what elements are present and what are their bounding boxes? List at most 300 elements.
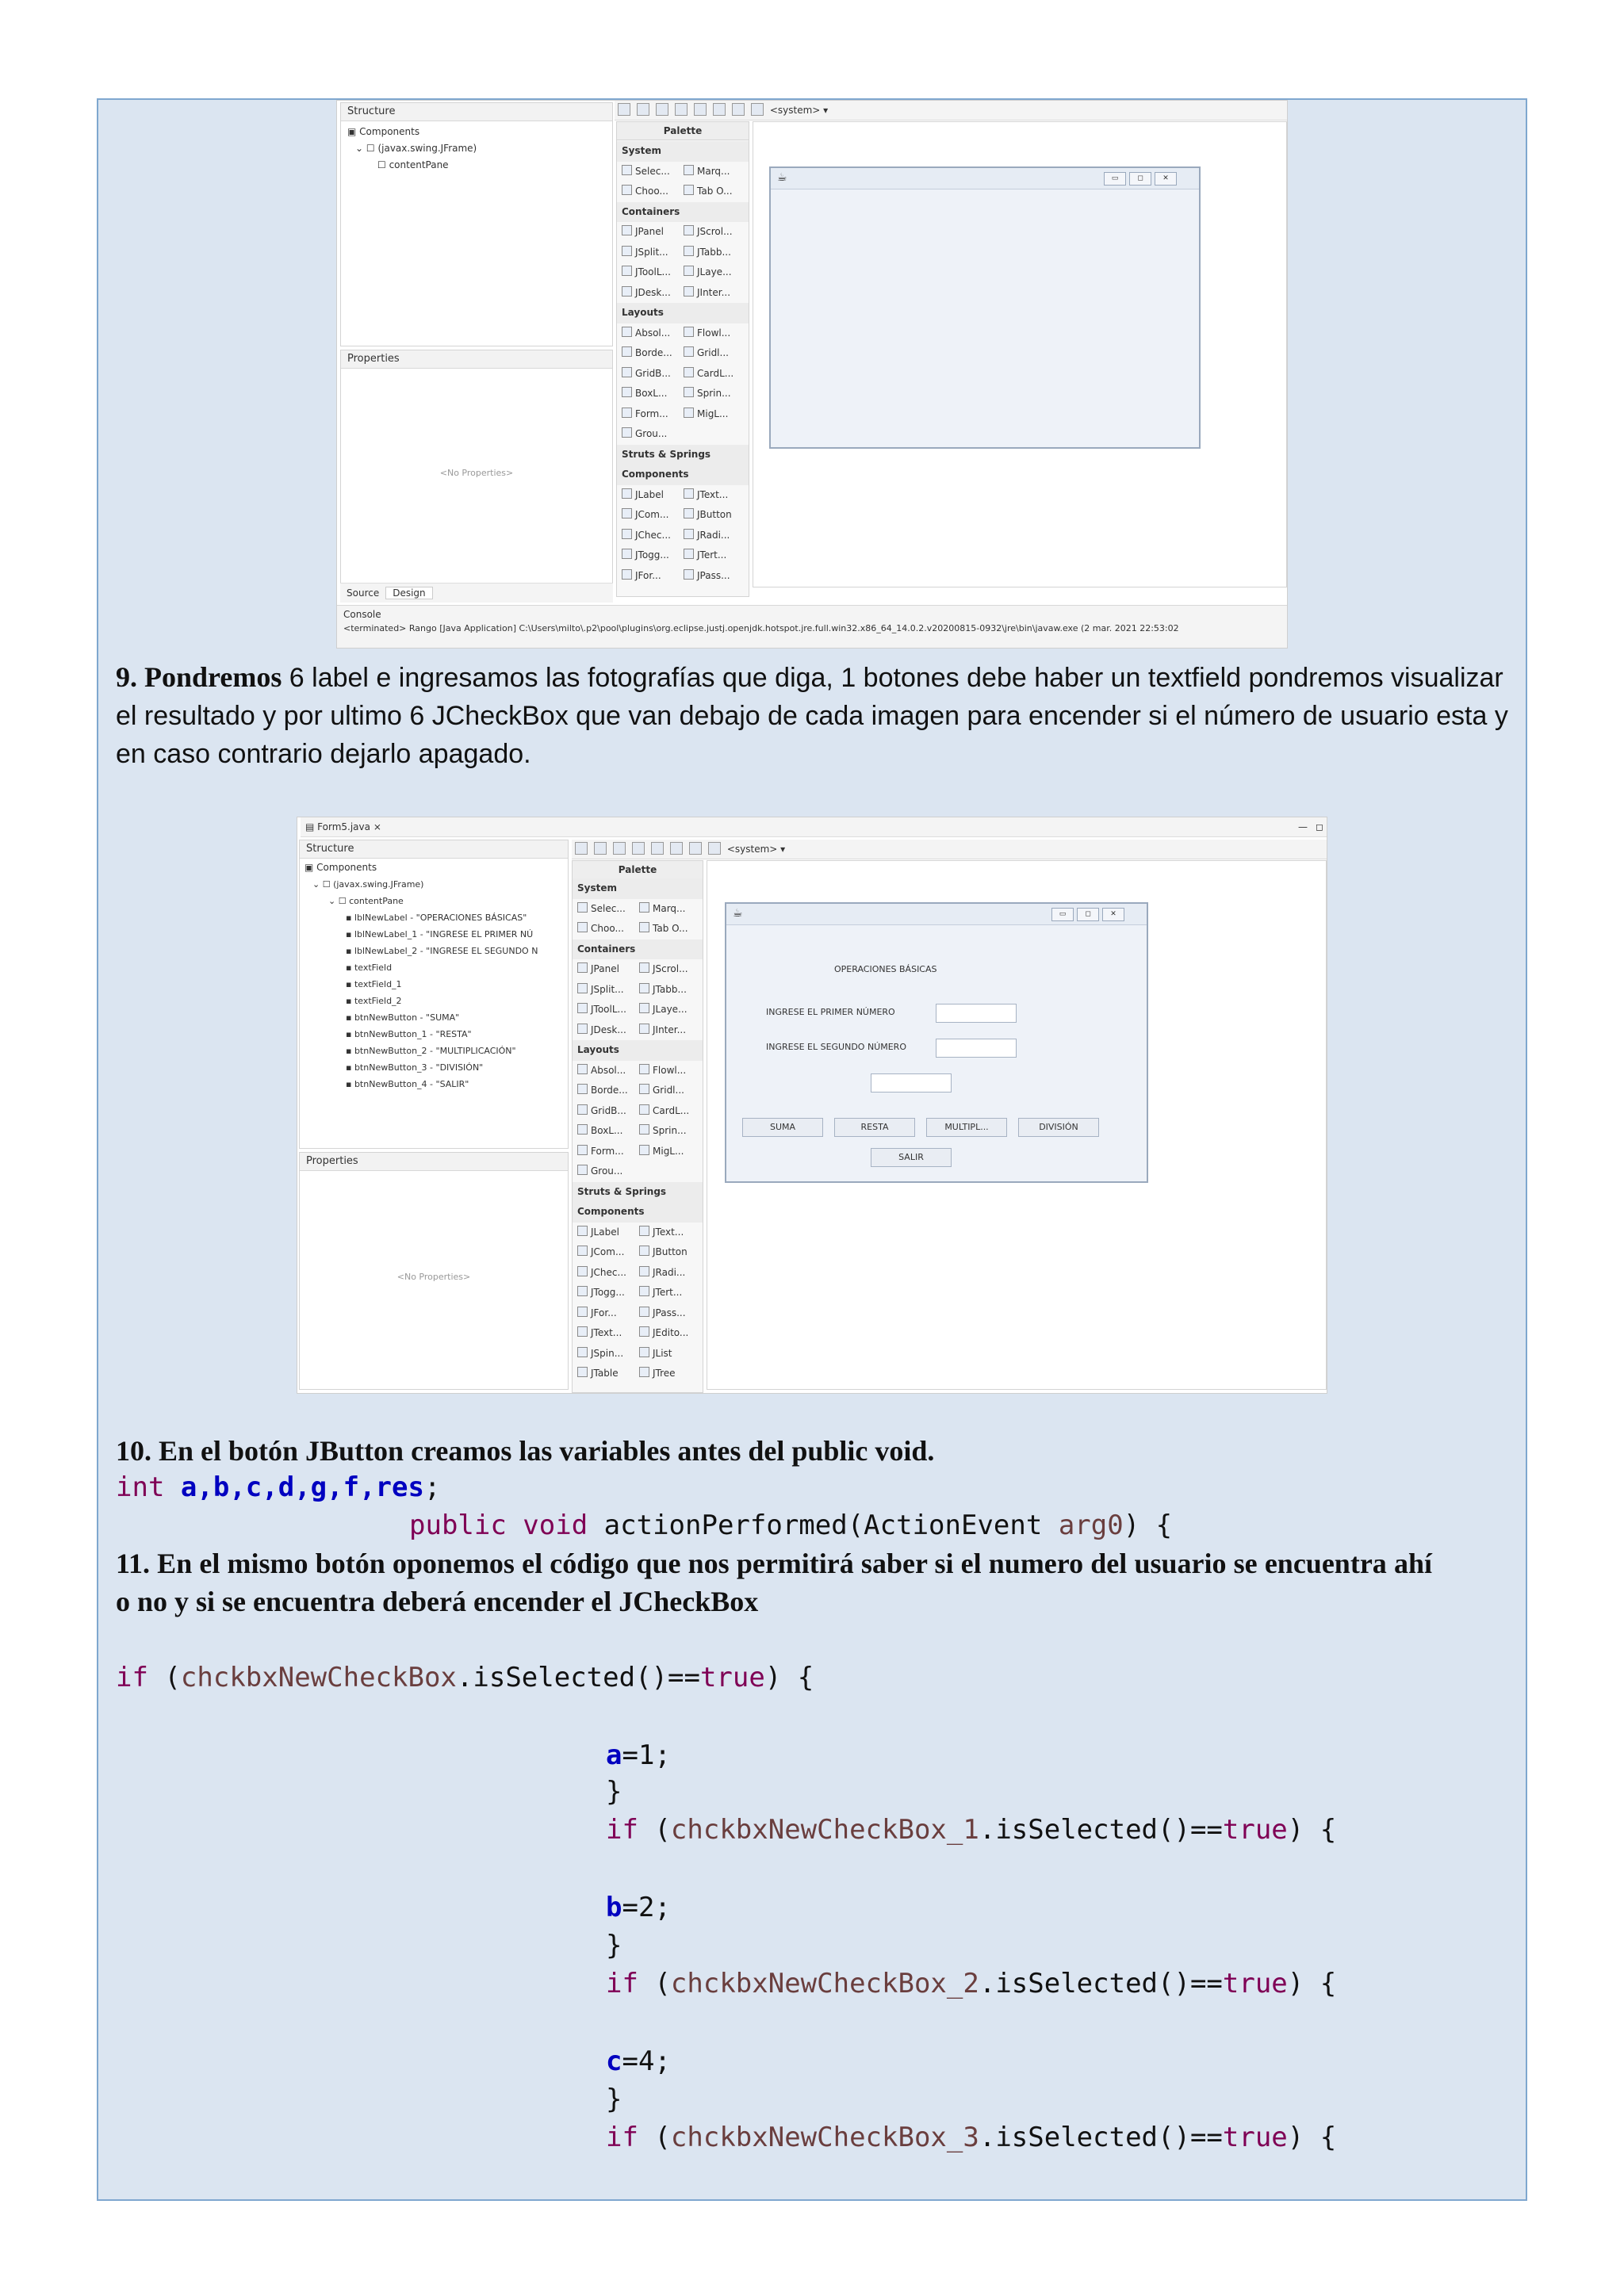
code-method-line: public void actionPerformed(ActionEvent arg0) { <box>409 1510 1173 1541</box>
palette-row[interactable] <box>573 1121 703 1142</box>
tree-item[interactable] <box>304 1009 538 1026</box>
palette-item-label: JChec... <box>591 1266 626 1278</box>
tree-item-label: textField_2 <box>354 996 402 1006</box>
tree-node-icon: ▪ <box>346 1062 354 1073</box>
component-icon <box>622 529 632 539</box>
palette-row[interactable] <box>573 1344 703 1364</box>
palette-item[interactable] <box>622 364 684 385</box>
component-icon <box>622 346 632 357</box>
minimize-view-icon[interactable]: — <box>1298 821 1308 832</box>
component-icon <box>684 286 694 297</box>
palette-item-label: JToolL... <box>635 266 671 277</box>
delete-icon[interactable] <box>713 103 726 116</box>
palette-group[interactable] <box>617 465 749 485</box>
source-tab[interactable]: Source <box>347 587 380 599</box>
gui-subtract-button[interactable]: RESTA <box>834 1118 915 1137</box>
palette-row[interactable] <box>573 1101 703 1122</box>
component-icon <box>639 962 649 973</box>
console-label[interactable]: Console <box>343 609 381 620</box>
palette-item[interactable] <box>622 566 684 587</box>
palette-item[interactable] <box>622 424 684 445</box>
palette-item[interactable] <box>622 404 684 425</box>
palette-item-label: JButton <box>653 1246 688 1257</box>
tree-item[interactable] <box>304 909 538 926</box>
palette-item[interactable] <box>577 1223 639 1243</box>
palette-item[interactable] <box>684 566 745 587</box>
palette-item[interactable] <box>639 1344 701 1364</box>
palette-item-label: Selec... <box>635 165 670 177</box>
tree-item-label: (javax.swing.JFrame) <box>333 879 424 890</box>
palette-row[interactable] <box>617 404 749 425</box>
component-icon <box>639 902 649 913</box>
structure-header: Structure <box>300 840 568 859</box>
palette-row[interactable] <box>617 384 749 404</box>
code-if-2: if (chckbxNewCheckBox_2.isSelected()==true) { <box>606 1968 1337 1999</box>
chevron-down-icon[interactable]: ▾ <box>780 844 786 855</box>
palette-item-label: JPass... <box>697 569 730 581</box>
design-tab[interactable]: Design <box>385 587 432 599</box>
tree-item-label: btnNewButton_2 - "MULTIPLICACIÓN" <box>354 1046 516 1056</box>
palette-row[interactable] <box>617 222 749 243</box>
palette-group[interactable] <box>617 141 749 162</box>
palette-row[interactable] <box>617 343 749 364</box>
palette-item[interactable] <box>684 243 745 263</box>
minimize-icon[interactable]: ▭ <box>1051 908 1074 921</box>
preview-icon[interactable] <box>732 103 745 116</box>
palette-item-label: JFor... <box>635 569 661 581</box>
java-icon: ☕ <box>777 171 787 184</box>
tree-item[interactable] <box>304 1059 538 1076</box>
palette-item-label: BoxL... <box>635 388 668 399</box>
properties-panel <box>340 350 613 587</box>
component-icon <box>577 1064 588 1074</box>
palette-item[interactable] <box>639 1364 701 1384</box>
palette-row[interactable] <box>573 1223 703 1243</box>
globe-icon[interactable] <box>708 842 721 855</box>
palette-item-label: GridB... <box>591 1104 626 1116</box>
palette-group[interactable] <box>617 303 749 323</box>
palette-item[interactable] <box>639 980 701 1001</box>
tree-item-label: contentPane <box>349 896 404 906</box>
palette-item-label: Tab O... <box>697 186 733 197</box>
code-if-1: if (chckbxNewCheckBox_1.isSelected()==true) { <box>606 1814 1337 1846</box>
palette-item[interactable] <box>577 1344 639 1364</box>
undo-icon[interactable] <box>618 103 630 116</box>
component-icon <box>622 488 632 499</box>
gui-first-number-field[interactable] <box>936 1004 1017 1023</box>
palette-item[interactable] <box>577 1283 639 1303</box>
form-file-icon: ▤ <box>305 821 315 832</box>
component-icon <box>622 549 632 559</box>
component-icon <box>577 1084 588 1094</box>
gui-result-field[interactable] <box>871 1073 952 1093</box>
palette-item-label: GridB... <box>635 367 671 379</box>
palette-item[interactable] <box>577 1000 639 1020</box>
palette-item[interactable] <box>639 919 701 939</box>
component-icon <box>622 569 632 580</box>
palette-row[interactable] <box>617 364 749 385</box>
component-icon <box>622 246 632 256</box>
palette-item[interactable] <box>577 1303 639 1324</box>
palette-row[interactable] <box>573 1161 703 1182</box>
palette-item-label: JText... <box>697 488 729 500</box>
palette-item[interactable] <box>577 1161 639 1182</box>
component-icon <box>684 246 694 256</box>
palette-item[interactable] <box>577 899 639 920</box>
palette-item-label: Absol... <box>635 327 671 339</box>
palette-item[interactable] <box>577 1061 639 1081</box>
palette-item[interactable] <box>639 1323 701 1344</box>
component-icon <box>639 1286 649 1296</box>
palette-item-label: Borde... <box>635 347 672 358</box>
tree-item[interactable] <box>304 976 538 993</box>
tree-item[interactable] <box>304 943 538 959</box>
palette-item[interactable] <box>684 364 745 385</box>
globe-icon[interactable] <box>751 103 764 116</box>
palette-row[interactable] <box>573 1242 703 1263</box>
tree-node-icon: ▪ <box>346 1046 354 1056</box>
code-close-brace-c: } <box>606 2084 622 2115</box>
palette-group[interactable] <box>573 939 703 960</box>
palette-item[interactable] <box>639 1000 701 1020</box>
source-design-tabs <box>340 583 613 603</box>
palette-item[interactable] <box>577 1121 639 1142</box>
gui-second-number-field[interactable] <box>936 1039 1017 1058</box>
palette-item[interactable] <box>684 262 745 283</box>
palette-row[interactable] <box>617 526 749 546</box>
tree-item[interactable]: ☐ contentPane <box>377 159 449 170</box>
maximize-icon[interactable]: ◻ <box>1129 172 1151 186</box>
palette-group-label: Layouts <box>622 307 664 318</box>
palette-item-label: Marq... <box>653 902 686 914</box>
redo-icon[interactable] <box>637 103 649 116</box>
component-icon <box>577 1367 588 1377</box>
tree-item[interactable] <box>304 1076 538 1093</box>
tree-item-label: btnNewButton_1 - "RESTA" <box>354 1029 472 1039</box>
tree-item-label: textField <box>354 962 393 973</box>
component-icon <box>684 367 694 377</box>
tree-node-icon: ▪ <box>346 946 354 956</box>
component-icon <box>577 1347 588 1357</box>
component-icon <box>684 327 694 337</box>
palette-item[interactable] <box>639 1142 701 1162</box>
palette-group[interactable] <box>617 202 749 223</box>
close-icon[interactable]: ✕ <box>1102 908 1124 921</box>
component-icon <box>622 508 632 519</box>
properties-header: Properties <box>341 350 612 369</box>
palette-item[interactable] <box>684 384 745 404</box>
palette-item[interactable] <box>622 182 684 202</box>
palette-row[interactable] <box>617 283 749 304</box>
design-canvas <box>753 121 1287 587</box>
palette-item[interactable] <box>622 283 684 304</box>
tree-item[interactable] <box>304 959 538 976</box>
minimize-icon[interactable]: ▭ <box>1104 172 1126 186</box>
redo-icon[interactable] <box>594 842 607 855</box>
gui-title-label: OPERACIONES BÁSICAS <box>834 964 937 974</box>
copy-icon[interactable] <box>675 103 688 116</box>
palette-item[interactable] <box>622 343 684 364</box>
palette-item-label: JInter... <box>697 286 731 298</box>
palette-item[interactable] <box>622 545 684 566</box>
palette-item[interactable] <box>577 1081 639 1101</box>
palette-item-label: JText... <box>653 1226 684 1238</box>
tree-node-icon: ▪ <box>346 1029 354 1039</box>
palette-row[interactable] <box>573 1263 703 1284</box>
palette-group[interactable] <box>573 1182 703 1203</box>
paste-icon[interactable] <box>694 103 707 116</box>
palette-item-label: JScrol... <box>653 963 688 974</box>
palette-row[interactable] <box>617 566 749 587</box>
palette-item[interactable] <box>577 959 639 980</box>
palette-item[interactable] <box>639 1223 701 1243</box>
gui-sum-button[interactable]: SUMA <box>742 1118 823 1137</box>
palette-row[interactable] <box>573 1303 703 1324</box>
palette-item-label: JList <box>653 1347 672 1359</box>
tree-item[interactable] <box>304 1026 538 1043</box>
palette-item-label: JDesk... <box>635 286 671 298</box>
palette-item[interactable] <box>684 505 745 526</box>
jframe-preview[interactable] <box>769 166 1201 449</box>
palette-item-label: JText... <box>591 1327 622 1338</box>
palette-item[interactable] <box>622 162 684 182</box>
palette-item[interactable] <box>577 1142 639 1162</box>
palette-item[interactable] <box>639 1242 701 1263</box>
palette-item[interactable] <box>577 1263 639 1284</box>
palette-item[interactable] <box>639 1020 701 1041</box>
chevron-down-icon[interactable]: ▾ <box>823 105 829 116</box>
palette-row[interactable] <box>573 899 703 920</box>
component-icon <box>622 165 632 175</box>
paste-icon[interactable] <box>651 842 664 855</box>
component-icon <box>639 1226 649 1236</box>
system-combo[interactable]: <system> <box>769 105 821 116</box>
palette-item-label: JToolL... <box>591 1004 626 1015</box>
gui-exit-button[interactable]: SALIR <box>871 1148 952 1167</box>
palette-item-label: JSpin... <box>591 1347 624 1359</box>
undo-icon[interactable] <box>575 842 588 855</box>
palette-row[interactable] <box>573 1061 703 1081</box>
component-icon <box>622 408 632 418</box>
palette-row[interactable] <box>573 980 703 1001</box>
palette-row[interactable] <box>617 485 749 506</box>
console-panel <box>337 605 1287 649</box>
component-icon <box>684 569 694 580</box>
console-line: <terminated> Rango [Java Application] C:\Users\milto\.p2\pool\plugins\org.eclipse.justj.openjdk.hotspot.jre.full.win32.x86_64_14.0.2.v20200815-0932\jre\bin\javaw.exe (2 mar. 2021 22:53:02 <box>343 623 1179 633</box>
palette-row[interactable] <box>573 1000 703 1020</box>
component-icon <box>622 367 632 377</box>
palette-item-label: JPanel <box>635 226 664 237</box>
palette-item[interactable] <box>577 1020 639 1041</box>
component-icon <box>684 266 694 276</box>
component-icon <box>639 1347 649 1357</box>
palette-item[interactable] <box>684 222 745 243</box>
palette-item[interactable] <box>639 1061 701 1081</box>
palette-row[interactable] <box>617 182 749 202</box>
palette-item-label: JButton <box>697 509 732 520</box>
maximize-icon[interactable]: ◻ <box>1077 908 1099 921</box>
palette-group-label: Containers <box>577 943 636 955</box>
jframe-preview[interactable] <box>725 902 1148 1183</box>
tree-item[interactable] <box>304 893 538 909</box>
maximize-view-icon[interactable]: ◻ <box>1316 821 1323 832</box>
palette-row[interactable] <box>617 262 749 283</box>
palette-item[interactable] <box>684 526 745 546</box>
palette-item[interactable] <box>577 1101 639 1122</box>
palette-row[interactable] <box>573 1323 703 1344</box>
palette-group[interactable] <box>573 878 703 899</box>
palette-item-label: JTert... <box>653 1287 683 1298</box>
component-icon <box>577 902 588 913</box>
palette-item[interactable] <box>622 505 684 526</box>
palette-item[interactable] <box>639 1121 701 1142</box>
components-icon: ▣ <box>347 126 357 137</box>
close-icon[interactable]: ✕ <box>1155 172 1177 186</box>
palette-item-label: Marq... <box>697 165 730 177</box>
component-icon <box>639 1124 649 1135</box>
palette-row[interactable] <box>617 162 749 182</box>
palette-row[interactable] <box>617 545 749 566</box>
palette-item-label: MigL... <box>697 408 729 419</box>
component-icon <box>639 1064 649 1074</box>
palette-row[interactable] <box>573 1142 703 1162</box>
palette-group[interactable] <box>617 445 749 465</box>
palette-item[interactable] <box>684 485 745 506</box>
component-icon <box>577 922 588 932</box>
eclipse-screenshot-1 <box>336 100 1288 649</box>
gui-multiply-button[interactable]: MULTIPL... <box>926 1118 1007 1137</box>
palette-row[interactable] <box>573 1081 703 1101</box>
palette-item[interactable] <box>622 323 684 344</box>
tree-item[interactable] <box>304 1043 538 1059</box>
component-icon <box>684 346 694 357</box>
tree-item[interactable]: ⌄ ☐ (javax.swing.JFrame) <box>355 143 477 154</box>
palette-item-label: JCom... <box>591 1246 625 1257</box>
palette-item[interactable] <box>622 526 684 546</box>
component-icon <box>639 1145 649 1155</box>
palette-item-label: JDesk... <box>591 1024 626 1035</box>
palette-item[interactable] <box>684 404 745 425</box>
component-icon <box>639 1246 649 1256</box>
component-icon <box>577 1145 588 1155</box>
component-icon <box>639 1307 649 1317</box>
editor-tab[interactable]: ▤ Form5.java ⨯ — ◻ <box>301 817 1327 837</box>
palette-item[interactable] <box>622 243 684 263</box>
palette-item-label: JTert... <box>697 549 727 561</box>
palette-item-label: JSplit... <box>591 983 624 995</box>
copy-icon[interactable] <box>632 842 645 855</box>
palette-item[interactable] <box>684 283 745 304</box>
palette-row[interactable] <box>617 323 749 344</box>
cut-icon[interactable] <box>613 842 626 855</box>
palette-item[interactable] <box>622 222 684 243</box>
palette-item[interactable] <box>639 1081 701 1101</box>
palette-item-label: JTree <box>653 1368 676 1379</box>
designer-toolbar <box>615 101 1287 121</box>
tree-item[interactable] <box>304 876 538 893</box>
palette-item-label: Choo... <box>591 923 624 934</box>
palette-item-label: JTabb... <box>653 983 687 995</box>
palette-item-label: JTable <box>591 1368 619 1379</box>
preview-icon[interactable] <box>689 842 702 855</box>
palette-item[interactable] <box>684 162 745 182</box>
system-combo[interactable]: <system> <box>726 844 778 855</box>
cut-icon[interactable] <box>656 103 668 116</box>
palette-item-label: JLaye... <box>697 266 732 277</box>
palette-item[interactable] <box>577 1323 639 1344</box>
palette-list <box>617 141 749 586</box>
palette-row[interactable] <box>573 919 703 939</box>
tree-item[interactable] <box>304 926 538 943</box>
tree-item-label: lblNewLabel_1 - "INGRESE EL PRIMER NÚ <box>354 929 534 939</box>
palette-item[interactable] <box>577 919 639 939</box>
component-icon <box>639 983 649 993</box>
palette-item[interactable] <box>639 959 701 980</box>
palette-item[interactable] <box>639 1263 701 1284</box>
palette-row[interactable] <box>617 505 749 526</box>
palette-item[interactable] <box>684 545 745 566</box>
components-tree <box>347 124 477 174</box>
palette-item-label: Sprin... <box>653 1125 687 1136</box>
design-canvas <box>707 860 1327 1390</box>
components-tree <box>304 859 538 1093</box>
palette-item[interactable] <box>684 323 745 344</box>
code-variables-line: int a,b,c,d,g,f,res; <box>116 1471 441 1503</box>
palette-item[interactable] <box>577 1242 639 1263</box>
gui-second-number-label: INGRESE EL SEGUNDO NÚMERO <box>766 1042 906 1052</box>
palette-item[interactable] <box>622 485 684 506</box>
palette-item[interactable] <box>639 1283 701 1303</box>
palette-item-label: JInter... <box>653 1024 687 1035</box>
palette-group[interactable] <box>573 1202 703 1223</box>
palette-item[interactable] <box>622 384 684 404</box>
component-icon <box>684 488 694 499</box>
palette-item-label: Borde... <box>591 1085 628 1096</box>
tree-node-icon: ▪ <box>346 913 354 923</box>
delete-icon[interactable] <box>670 842 683 855</box>
palette-item-label: JChec... <box>635 529 671 541</box>
jframe-titlebar <box>726 904 1147 925</box>
palette-item-label: JTabb... <box>697 246 731 258</box>
palette-group-label: Containers <box>622 205 680 217</box>
component-icon <box>577 1226 588 1236</box>
component-icon <box>639 1084 649 1094</box>
palette-row[interactable] <box>617 243 749 263</box>
palette-item-label: JRadi... <box>653 1266 686 1278</box>
gui-divide-button[interactable]: DIVISIÓN <box>1018 1118 1099 1137</box>
palette-item[interactable] <box>639 1303 701 1324</box>
palette-item-label: JScrol... <box>697 226 733 237</box>
palette-row[interactable] <box>573 959 703 980</box>
tree-node-icon: ▪ <box>346 979 354 989</box>
palette-item[interactable] <box>577 1364 639 1384</box>
palette-row[interactable] <box>573 1283 703 1303</box>
component-icon <box>639 1326 649 1337</box>
palette-item[interactable] <box>684 182 745 202</box>
palette-group-label: Struts & Springs <box>622 448 711 460</box>
palette-item[interactable] <box>684 343 745 364</box>
palette-row[interactable] <box>573 1364 703 1384</box>
palette-group[interactable] <box>573 1040 703 1061</box>
tree-item[interactable] <box>304 993 538 1009</box>
palette-item[interactable] <box>639 899 701 920</box>
palette-item[interactable] <box>577 980 639 1001</box>
palette-row[interactable] <box>617 424 749 445</box>
palette-row[interactable] <box>573 1020 703 1041</box>
tree-item-label: btnNewButton_4 - "SALIR" <box>354 1079 469 1089</box>
palette-item[interactable] <box>639 1101 701 1122</box>
palette-item[interactable] <box>622 262 684 283</box>
